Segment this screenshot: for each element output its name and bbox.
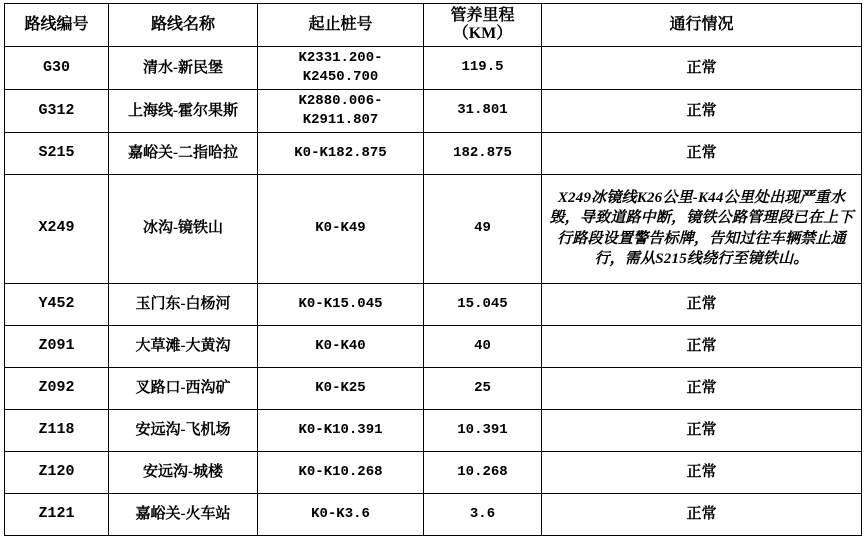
cell-stake-range: K2880.006-K2911.807 <box>258 89 424 132</box>
mileage-header-line2: （KM） <box>452 25 513 42</box>
cell-traffic-status: 正常 <box>542 89 862 132</box>
cell-mileage: 49 <box>424 174 542 283</box>
table-header-row <box>5 4 862 47</box>
cell-mileage: 15.045 <box>424 283 542 325</box>
cell-mileage: 119.5 <box>424 47 542 90</box>
cell-route-name: 上海线-霍尔果斯 <box>109 89 258 132</box>
table-row <box>5 409 862 451</box>
column-header-traffic-status: 通行情况 <box>542 4 862 47</box>
table-body <box>5 47 862 536</box>
cell-stake-range: K0-K25 <box>258 367 424 409</box>
cell-mileage: 10.268 <box>424 451 542 493</box>
mileage-header-line1: 管养里程 <box>450 6 515 24</box>
cell-stake-range: K2331.200-K2450.700 <box>258 47 424 90</box>
table-row <box>5 283 862 325</box>
cell-traffic-status: 正常 <box>542 367 862 409</box>
road-status-table <box>4 3 862 536</box>
cell-route-code: S215 <box>5 132 109 174</box>
cell-route-name: 嘉峪关-二指哈拉 <box>109 132 258 174</box>
table-row <box>5 47 862 90</box>
cell-route-code: Z120 <box>5 451 109 493</box>
cell-mileage: 40 <box>424 325 542 367</box>
cell-route-name: 安远沟-飞机场 <box>109 409 258 451</box>
cell-traffic-status: 正常 <box>542 132 862 174</box>
cell-stake-range: K0-K49 <box>258 174 424 283</box>
cell-route-name: 叉路口-西沟矿 <box>109 367 258 409</box>
cell-route-name: 安远沟-城楼 <box>109 451 258 493</box>
table-row <box>5 325 862 367</box>
cell-route-code: Y452 <box>5 283 109 325</box>
cell-route-name: 清水-新民堡 <box>109 47 258 90</box>
cell-route-code: Z092 <box>5 367 109 409</box>
table-row <box>5 367 862 409</box>
column-header-route-code: 路线编号 <box>5 4 109 47</box>
cell-traffic-status: 正常 <box>542 451 862 493</box>
cell-traffic-status: 正常 <box>542 493 862 535</box>
cell-mileage: 10.391 <box>424 409 542 451</box>
cell-route-name: 嘉峪关-火车站 <box>109 493 258 535</box>
column-header-maintenance-mileage <box>424 4 542 47</box>
table-row <box>5 89 862 132</box>
column-header-route-name: 路线名称 <box>109 4 258 47</box>
cell-traffic-status-note: X249冰镜线K26公里-K44公里处出现严重水毁，导致道路中断，镜铁公路管理段已在上下行路段设置警告标牌，告知过往车辆禁止通行，需从S215线绕行至镜铁山。 <box>542 174 862 283</box>
cell-route-code: G312 <box>5 89 109 132</box>
cell-mileage: 31.801 <box>424 89 542 132</box>
cell-stake-range: K0-K10.391 <box>258 409 424 451</box>
cell-stake-range: K0-K40 <box>258 325 424 367</box>
table-row <box>5 451 862 493</box>
cell-traffic-status: 正常 <box>542 325 862 367</box>
cell-traffic-status: 正常 <box>542 409 862 451</box>
cell-route-name: 玉门东-白杨河 <box>109 283 258 325</box>
column-header-stake-range: 起止桩号 <box>258 4 424 47</box>
table-row <box>5 132 862 174</box>
cell-route-name: 冰沟-镜铁山 <box>109 174 258 283</box>
cell-route-name: 大草滩-大黄沟 <box>109 325 258 367</box>
cell-stake-range: K0-K3.6 <box>258 493 424 535</box>
cell-traffic-status: 正常 <box>542 283 862 325</box>
cell-route-code: Z121 <box>5 493 109 535</box>
cell-stake-range: K0-K182.875 <box>258 132 424 174</box>
cell-mileage: 3.6 <box>424 493 542 535</box>
road-status-table-container <box>0 3 864 522</box>
table-row <box>5 493 862 535</box>
cell-mileage: 182.875 <box>424 132 542 174</box>
cell-route-code: Z091 <box>5 325 109 367</box>
cell-route-code: G30 <box>5 47 109 90</box>
cell-stake-range: K0-K10.268 <box>258 451 424 493</box>
cell-traffic-status: 正常 <box>542 47 862 90</box>
cell-mileage: 25 <box>424 367 542 409</box>
cell-route-code: Z118 <box>5 409 109 451</box>
cell-stake-range: K0-K15.045 <box>258 283 424 325</box>
table-row <box>5 174 862 283</box>
table-header <box>5 4 862 47</box>
cell-route-code: X249 <box>5 174 109 283</box>
